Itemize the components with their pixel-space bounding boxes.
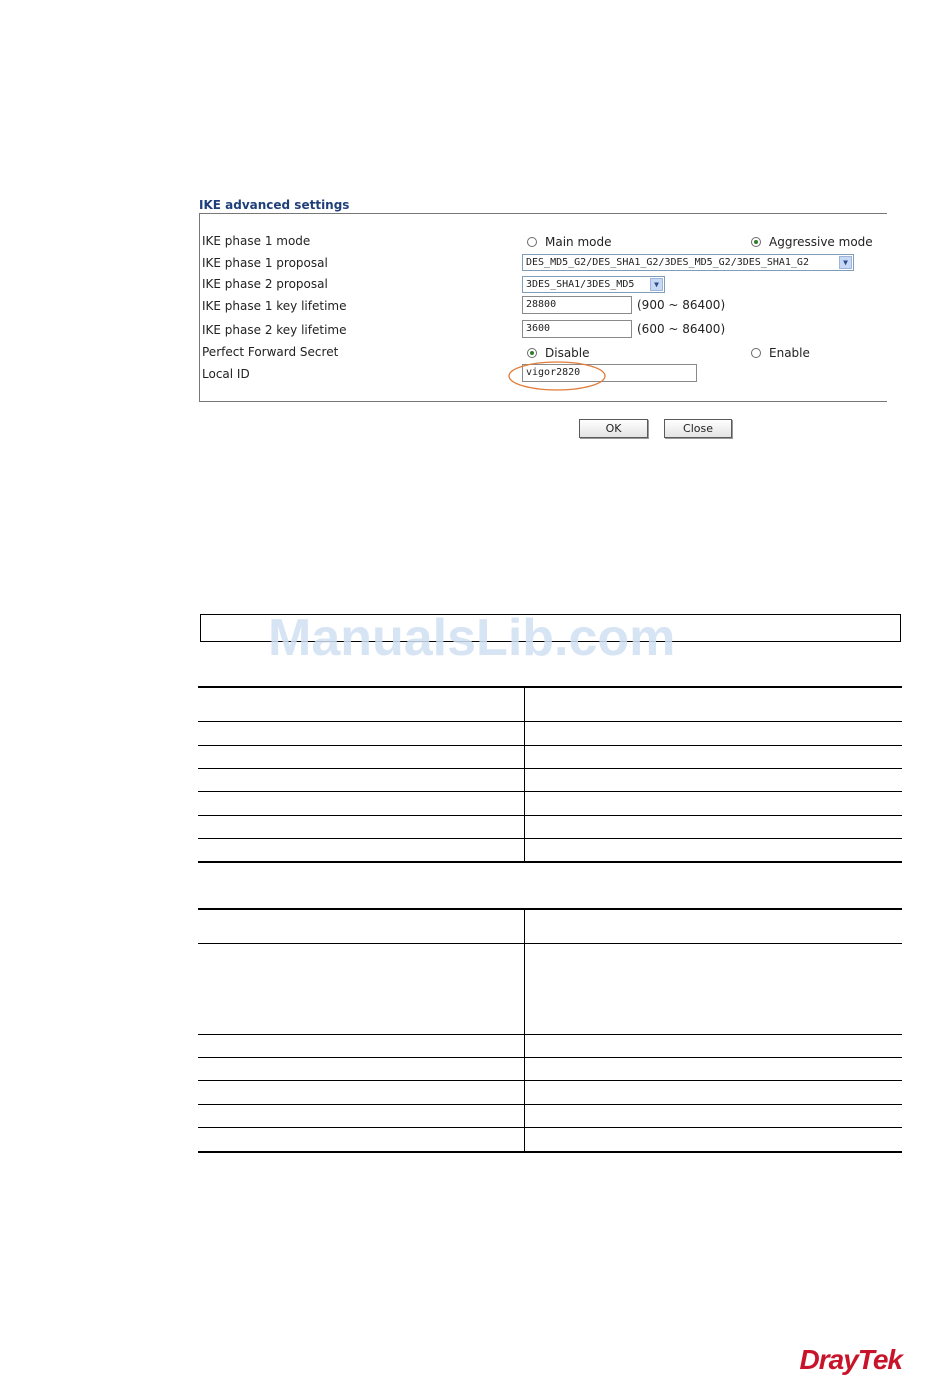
pfs-disable-option[interactable] bbox=[527, 346, 590, 360]
pfs-disable-radio[interactable] bbox=[527, 348, 537, 358]
table-row-line bbox=[198, 1127, 902, 1128]
pfs-enable-label: Enable bbox=[769, 346, 810, 360]
pfs-enable-option[interactable] bbox=[751, 346, 810, 360]
phase1-lifetime-range: (900 ~ 86400) bbox=[637, 298, 726, 312]
highlight-circle bbox=[506, 359, 608, 393]
close-button[interactable]: Close bbox=[664, 419, 732, 438]
table-row-line bbox=[198, 943, 902, 944]
phase2-proposal-select[interactable] bbox=[522, 276, 665, 293]
phase1-proposal-select[interactable] bbox=[522, 254, 854, 271]
table-row-line bbox=[198, 1034, 902, 1035]
table-column-divider bbox=[524, 910, 525, 1151]
aggressive-mode-option[interactable] bbox=[751, 235, 873, 249]
table-row-line bbox=[198, 768, 902, 769]
panel-title: IKE advanced settings bbox=[199, 198, 350, 212]
phase1-proposal-label: IKE phase 1 proposal bbox=[202, 256, 328, 270]
main-mode-label: Main mode bbox=[545, 235, 612, 249]
table-row-line bbox=[198, 721, 902, 722]
phase1-lifetime-input[interactable]: 28800 bbox=[522, 296, 632, 314]
table-row-line bbox=[198, 1104, 902, 1105]
phase2-lifetime-label: IKE phase 2 key lifetime bbox=[202, 323, 347, 337]
phase2-proposal-value: 3DES_SHA1/3DES_MD5 bbox=[526, 279, 635, 290]
watermark: ManualsLib.com bbox=[268, 609, 676, 667]
pfs-disable-label: Disable bbox=[545, 346, 590, 360]
aggressive-mode-label: Aggressive mode bbox=[769, 235, 873, 249]
pfs-enable-radio[interactable] bbox=[751, 348, 761, 358]
table-bottom-rule bbox=[198, 861, 902, 863]
phase1-proposal-value: DES_MD5_G2/DES_SHA1_G2/3DES_MD5_G2/3DES_SHA1_G2 bbox=[526, 257, 809, 268]
table-row-line bbox=[198, 815, 902, 816]
local-id-input[interactable]: vigor2820 bbox=[522, 364, 697, 382]
phase1-mode-label: IKE phase 1 mode bbox=[202, 234, 311, 248]
table-row-line bbox=[198, 1057, 902, 1058]
phase2-lifetime-range: (600 ~ 86400) bbox=[637, 322, 726, 336]
draytek-logo: DrayTek bbox=[799, 1344, 902, 1375]
phase1-lifetime-label: IKE phase 1 key lifetime bbox=[202, 299, 347, 313]
phase2-proposal-label: IKE phase 2 proposal bbox=[202, 277, 328, 291]
aggressive-mode-radio[interactable] bbox=[751, 237, 761, 247]
table-bottom-rule bbox=[198, 1151, 902, 1153]
chevron-down-icon[interactable]: ▼ bbox=[839, 256, 852, 269]
main-mode-radio[interactable] bbox=[527, 237, 537, 247]
table-top-rule bbox=[198, 908, 902, 910]
local-id-label: Local ID bbox=[202, 367, 250, 381]
table-row-line bbox=[198, 1080, 902, 1081]
table-row-line bbox=[198, 791, 902, 792]
table-row-line bbox=[198, 838, 902, 839]
table-top-rule bbox=[198, 686, 902, 688]
main-mode-option[interactable] bbox=[527, 235, 612, 249]
phase2-lifetime-input[interactable]: 3600 bbox=[522, 320, 632, 338]
table-row-line bbox=[198, 745, 902, 746]
table-column-divider bbox=[524, 688, 525, 861]
pfs-label: Perfect Forward Secret bbox=[202, 345, 339, 359]
chevron-down-icon[interactable]: ▼ bbox=[650, 278, 663, 291]
ok-button[interactable]: OK bbox=[579, 419, 648, 438]
